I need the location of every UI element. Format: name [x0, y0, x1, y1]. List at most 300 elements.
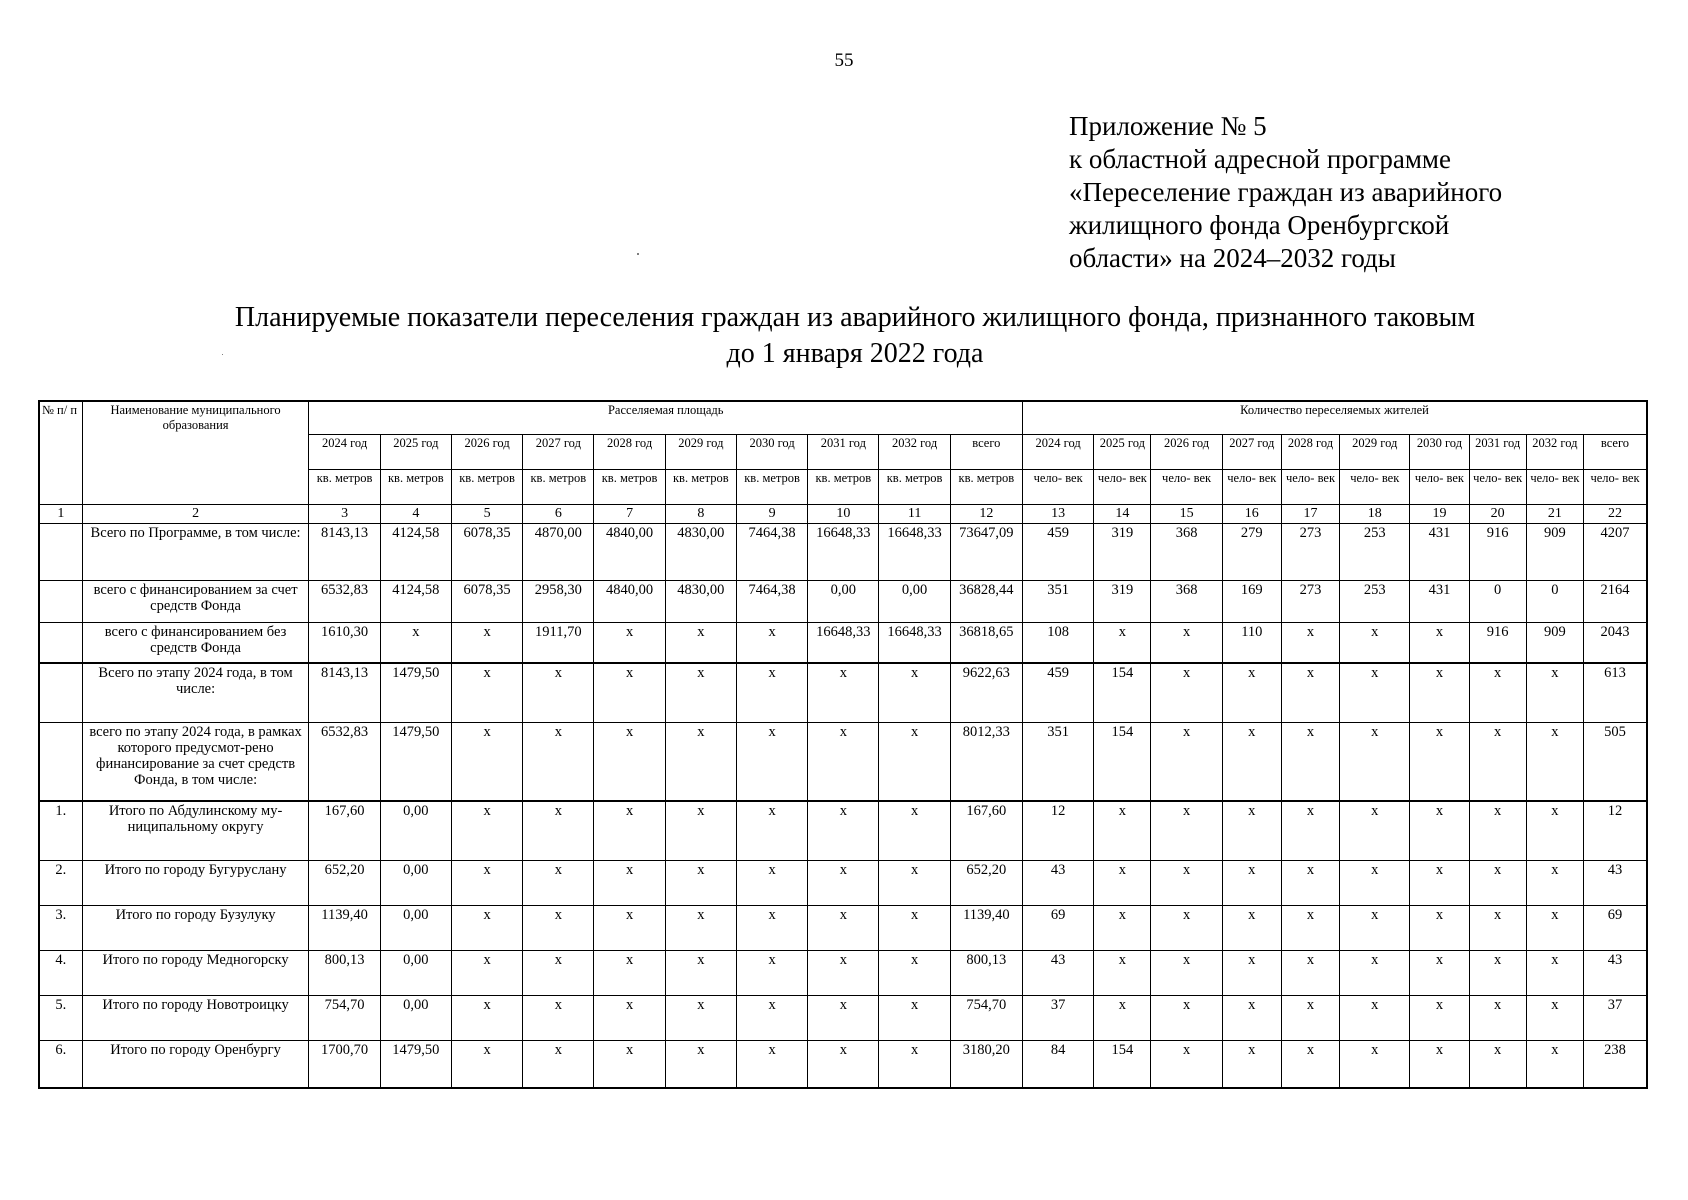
area-value: 4124,58 — [380, 524, 451, 581]
area-value: 6078,35 — [451, 581, 522, 623]
people-value: 154 — [1094, 1041, 1151, 1089]
area-value: х — [879, 951, 950, 996]
title-line: до 1 января 2022 года — [726, 338, 984, 369]
header-area-unit: кв. метров — [380, 470, 451, 505]
header-people-year: 2029 год — [1340, 435, 1410, 470]
row-number: 1. — [39, 801, 82, 861]
area-value: х — [808, 723, 879, 802]
row-name: всего с финансированием без средств Фонда — [82, 623, 309, 664]
people-value: 368 — [1151, 581, 1222, 623]
people-value: х — [1094, 996, 1151, 1041]
header-area-year: всего — [950, 435, 1022, 470]
people-value: х — [1281, 623, 1339, 664]
people-value: х — [1469, 861, 1526, 906]
people-value: 238 — [1583, 1041, 1647, 1089]
people-value: х — [1410, 861, 1469, 906]
area-value: х — [594, 723, 665, 802]
people-value: х — [1222, 801, 1281, 861]
people-value: 169 — [1222, 581, 1281, 623]
people-value: х — [1222, 861, 1281, 906]
people-value: х — [1469, 996, 1526, 1041]
area-value: х — [665, 951, 736, 996]
area-value: 4830,00 — [665, 524, 736, 581]
area-value: х — [665, 996, 736, 1041]
area-value: х — [523, 861, 594, 906]
row-number — [39, 524, 82, 581]
area-value: х — [736, 951, 807, 996]
area-value: х — [879, 906, 950, 951]
area-value: х — [808, 1041, 879, 1089]
people-value: 69 — [1583, 906, 1647, 951]
people-value: х — [1281, 951, 1339, 996]
table-row — [39, 951, 1647, 996]
area-value: х — [665, 861, 736, 906]
header-people-year: 2024 год — [1023, 435, 1094, 470]
header-area-year: 2027 год — [523, 435, 594, 470]
area-value: х — [736, 663, 807, 723]
table-row — [39, 623, 1647, 664]
scan-speck — [637, 253, 639, 255]
area-value: 73647,09 — [950, 524, 1022, 581]
people-value: х — [1222, 663, 1281, 723]
people-value: 69 — [1023, 906, 1094, 951]
people-value: 43 — [1023, 861, 1094, 906]
people-value: х — [1410, 996, 1469, 1041]
area-value: х — [808, 996, 879, 1041]
area-value: 0,00 — [808, 581, 879, 623]
area-value: 0,00 — [879, 581, 950, 623]
table-row — [39, 801, 1647, 861]
row-number: 4. — [39, 951, 82, 996]
people-value: х — [1151, 906, 1222, 951]
area-value: 6532,83 — [309, 723, 380, 802]
header-area-unit: кв. метров — [950, 470, 1022, 505]
area-value: 7464,38 — [736, 524, 807, 581]
area-value: х — [736, 996, 807, 1041]
column-number: 14 — [1094, 505, 1151, 524]
column-number: 8 — [665, 505, 736, 524]
header-area-unit: кв. метров — [665, 470, 736, 505]
area-value: 3180,20 — [950, 1041, 1022, 1089]
header-people-year: 2025 год — [1094, 435, 1151, 470]
row-name: Всего по Программе, в том числе: — [82, 524, 309, 581]
people-value: 43 — [1583, 951, 1647, 996]
people-value: х — [1222, 1041, 1281, 1089]
area-value: 167,60 — [950, 801, 1022, 861]
people-value: х — [1526, 1041, 1583, 1089]
people-value: х — [1281, 723, 1339, 802]
header-area-year: 2031 год — [808, 435, 879, 470]
area-value: х — [879, 723, 950, 802]
area-value: х — [736, 623, 807, 664]
people-value: 2043 — [1583, 623, 1647, 664]
people-value: х — [1340, 801, 1410, 861]
column-number: 18 — [1340, 505, 1410, 524]
people-value: 431 — [1410, 581, 1469, 623]
people-value: х — [1410, 723, 1469, 802]
area-value: 4124,58 — [380, 581, 451, 623]
area-value: 1479,50 — [380, 663, 451, 723]
people-value: х — [1340, 906, 1410, 951]
people-value: х — [1526, 723, 1583, 802]
appendix-line: к областной адресной программе — [1069, 144, 1451, 174]
area-value: 8143,13 — [309, 663, 380, 723]
people-value: х — [1281, 663, 1339, 723]
column-number: 11 — [879, 505, 950, 524]
area-value: х — [523, 906, 594, 951]
area-value: х — [879, 996, 950, 1041]
area-value: х — [736, 906, 807, 951]
appendix-line: области» на 2024–2032 годы — [1069, 243, 1396, 273]
people-value: х — [1526, 861, 1583, 906]
column-number: 6 — [523, 505, 594, 524]
area-value: х — [451, 723, 522, 802]
header-people-unit: чело- век — [1222, 470, 1281, 505]
row-number — [39, 623, 82, 664]
people-value: 909 — [1526, 524, 1583, 581]
column-number: 21 — [1526, 505, 1583, 524]
people-value: х — [1340, 1041, 1410, 1089]
area-value: х — [380, 623, 451, 664]
header-people-unit: чело- век — [1410, 470, 1469, 505]
area-value: 1479,50 — [380, 723, 451, 802]
column-number: 13 — [1023, 505, 1094, 524]
appendix-line: жилищного фонда Оренбургской — [1069, 210, 1450, 240]
header-area-year: 2025 год — [380, 435, 451, 470]
people-value: х — [1151, 1041, 1222, 1089]
area-value: х — [808, 801, 879, 861]
appendix-line: «Переселение граждан из аварийного — [1069, 177, 1503, 207]
area-value: х — [736, 801, 807, 861]
people-value: 273 — [1281, 524, 1339, 581]
appendix-note — [1069, 110, 1669, 275]
header-people-unit: чело- век — [1526, 470, 1583, 505]
area-value: 0,00 — [380, 996, 451, 1041]
table-row — [39, 524, 1647, 581]
area-value: х — [594, 861, 665, 906]
header-area-year: 2029 год — [665, 435, 736, 470]
area-value: х — [594, 906, 665, 951]
people-value: х — [1281, 861, 1339, 906]
row-name: Итого по городу Оренбургу — [82, 1041, 309, 1089]
column-number: 16 — [1222, 505, 1281, 524]
header-area-unit: кв. метров — [879, 470, 950, 505]
header-area-year: 2024 год — [309, 435, 380, 470]
header-row — [39, 401, 1647, 435]
area-value: 0,00 — [380, 861, 451, 906]
header-people-year: 2030 год — [1410, 435, 1469, 470]
people-value: х — [1410, 623, 1469, 664]
people-value: 459 — [1023, 524, 1094, 581]
area-value: 754,70 — [309, 996, 380, 1041]
people-value: х — [1410, 906, 1469, 951]
row-number: 2. — [39, 861, 82, 906]
row-name: Итого по городу Медногорску — [82, 951, 309, 996]
people-value: х — [1151, 996, 1222, 1041]
column-number: 10 — [808, 505, 879, 524]
area-value: 0,00 — [380, 951, 451, 996]
people-value: х — [1340, 861, 1410, 906]
people-value: х — [1340, 723, 1410, 802]
area-value: 1700,70 — [309, 1041, 380, 1089]
row-name: всего с финансированием за счет средств Фонда — [82, 581, 309, 623]
area-value: 754,70 — [950, 996, 1022, 1041]
people-value: х — [1281, 801, 1339, 861]
column-number: 5 — [451, 505, 522, 524]
people-value: х — [1281, 996, 1339, 1041]
people-value: х — [1222, 906, 1281, 951]
people-value: 273 — [1281, 581, 1339, 623]
people-value: х — [1469, 906, 1526, 951]
people-value: 154 — [1094, 663, 1151, 723]
area-value: х — [594, 663, 665, 723]
people-value: х — [1526, 996, 1583, 1041]
people-value: х — [1094, 623, 1151, 664]
people-value: 0 — [1526, 581, 1583, 623]
people-value: 84 — [1023, 1041, 1094, 1089]
area-value: 800,13 — [950, 951, 1022, 996]
people-value: х — [1281, 906, 1339, 951]
people-value: 505 — [1583, 723, 1647, 802]
area-value: 8143,13 — [309, 524, 380, 581]
area-value: х — [594, 623, 665, 664]
area-value: х — [523, 723, 594, 802]
area-value: х — [808, 906, 879, 951]
area-value: х — [594, 951, 665, 996]
people-value: х — [1094, 801, 1151, 861]
area-value: 9622,63 — [950, 663, 1022, 723]
header-people-unit: чело- век — [1469, 470, 1526, 505]
area-value: 1139,40 — [309, 906, 380, 951]
people-value: х — [1151, 723, 1222, 802]
area-value: х — [665, 623, 736, 664]
people-value: х — [1469, 663, 1526, 723]
area-value: 4840,00 — [594, 581, 665, 623]
people-value: 916 — [1469, 623, 1526, 664]
header-area-year: 2030 год — [736, 435, 807, 470]
row-number: 5. — [39, 996, 82, 1041]
area-value: 8012,33 — [950, 723, 1022, 802]
area-value: х — [879, 663, 950, 723]
area-value: х — [665, 906, 736, 951]
table-row — [39, 1041, 1647, 1089]
people-value: х — [1469, 801, 1526, 861]
people-value: х — [1094, 951, 1151, 996]
people-value: 110 — [1222, 623, 1281, 664]
header-area-unit: кв. метров — [451, 470, 522, 505]
area-value: 16648,33 — [879, 623, 950, 664]
area-value: х — [665, 723, 736, 802]
area-value: 652,20 — [950, 861, 1022, 906]
header-people-group: Количество переселяемых жителей — [1023, 401, 1648, 435]
people-value: 459 — [1023, 663, 1094, 723]
people-value: 108 — [1023, 623, 1094, 664]
area-value: х — [879, 861, 950, 906]
column-number: 17 — [1281, 505, 1339, 524]
header-people-year: 2032 год — [1526, 435, 1583, 470]
area-value: 16648,33 — [879, 524, 950, 581]
area-value: 1911,70 — [523, 623, 594, 664]
people-value: х — [1151, 801, 1222, 861]
row-number — [39, 663, 82, 723]
row-number: 3. — [39, 906, 82, 951]
area-value: х — [523, 951, 594, 996]
area-value: х — [594, 1041, 665, 1089]
header-area-year: 2028 год — [594, 435, 665, 470]
people-value: 2164 — [1583, 581, 1647, 623]
row-name: Итого по Абдулинскому му-ниципальному округу — [82, 801, 309, 861]
table-row — [39, 996, 1647, 1041]
area-value: х — [523, 1041, 594, 1089]
area-value: х — [879, 1041, 950, 1089]
title-line: Планируемые показатели переселения граждан из аварийного жилищного фонда, признанного таковым — [234, 302, 1476, 333]
header-area-year: 2026 год — [451, 435, 522, 470]
area-value: х — [665, 1041, 736, 1089]
people-value: х — [1151, 663, 1222, 723]
row-number: 6. — [39, 1041, 82, 1089]
area-value: 16648,33 — [808, 524, 879, 581]
area-value: х — [808, 861, 879, 906]
area-value: х — [451, 801, 522, 861]
people-value: 351 — [1023, 581, 1094, 623]
people-value: х — [1410, 663, 1469, 723]
header-people-unit: чело- век — [1151, 470, 1222, 505]
people-value: 613 — [1583, 663, 1647, 723]
people-value: х — [1340, 663, 1410, 723]
area-value: х — [594, 801, 665, 861]
header-people-unit: чело- век — [1023, 470, 1094, 505]
area-value: х — [736, 861, 807, 906]
people-value: х — [1222, 996, 1281, 1041]
row-name: Всего по этапу 2024 года, в том числе: — [82, 663, 309, 723]
area-value: х — [808, 663, 879, 723]
column-number: 22 — [1583, 505, 1647, 524]
table-row — [39, 723, 1647, 802]
header-area-unit: кв. метров — [736, 470, 807, 505]
people-value: х — [1340, 623, 1410, 664]
page-number: 55 — [834, 50, 854, 71]
area-value: 36828,44 — [950, 581, 1022, 623]
header-area-unit: кв. метров — [309, 470, 380, 505]
row-name: Итого по городу Бузулуку — [82, 906, 309, 951]
column-number: 19 — [1410, 505, 1469, 524]
header-area-group: Расселяемая площадь — [309, 401, 1023, 435]
row-name: Итого по городу Новотроицку — [82, 996, 309, 1041]
header-people-unit: чело- век — [1340, 470, 1410, 505]
people-value: 368 — [1151, 524, 1222, 581]
people-value: х — [1222, 951, 1281, 996]
table-row — [39, 581, 1647, 623]
header-people-year: 2026 год — [1151, 435, 1222, 470]
column-number: 1 — [39, 505, 82, 524]
people-value: 279 — [1222, 524, 1281, 581]
header-name: Наименование муниципального образования — [82, 401, 309, 505]
header-people-unit: чело- век — [1583, 470, 1647, 505]
people-value: 4207 — [1583, 524, 1647, 581]
people-value: 431 — [1410, 524, 1469, 581]
people-value: х — [1410, 951, 1469, 996]
people-value: х — [1526, 801, 1583, 861]
header-num: № п/ п — [39, 401, 82, 505]
people-value: х — [1151, 861, 1222, 906]
people-value: 909 — [1526, 623, 1583, 664]
area-value: 1610,30 — [309, 623, 380, 664]
area-value: х — [451, 951, 522, 996]
people-value: х — [1151, 951, 1222, 996]
header-people-year: 2031 год — [1469, 435, 1526, 470]
area-value: 167,60 — [309, 801, 380, 861]
people-value: 253 — [1340, 524, 1410, 581]
people-value: 0 — [1469, 581, 1526, 623]
area-value: 16648,33 — [808, 623, 879, 664]
area-value: х — [808, 951, 879, 996]
area-value: х — [523, 996, 594, 1041]
column-number: 20 — [1469, 505, 1526, 524]
resettlement-table — [38, 400, 1648, 1089]
area-value: х — [451, 623, 522, 664]
area-value: 1139,40 — [950, 906, 1022, 951]
people-value: х — [1526, 906, 1583, 951]
column-number: 3 — [309, 505, 380, 524]
area-value: 652,20 — [309, 861, 380, 906]
people-value: 351 — [1023, 723, 1094, 802]
people-value: 154 — [1094, 723, 1151, 802]
area-value: 6078,35 — [451, 524, 522, 581]
people-value: 319 — [1094, 581, 1151, 623]
area-value: х — [879, 801, 950, 861]
row-number — [39, 723, 82, 802]
people-value: 12 — [1023, 801, 1094, 861]
table-row — [39, 663, 1647, 723]
people-value: х — [1151, 623, 1222, 664]
area-value: х — [451, 906, 522, 951]
people-value: х — [1340, 951, 1410, 996]
people-value: 37 — [1583, 996, 1647, 1041]
area-value: 2958,30 — [523, 581, 594, 623]
people-value: 319 — [1094, 524, 1151, 581]
column-number: 4 — [380, 505, 451, 524]
people-value: х — [1526, 951, 1583, 996]
people-value: 43 — [1023, 951, 1094, 996]
area-value: х — [451, 861, 522, 906]
header-people-unit: чело- век — [1281, 470, 1339, 505]
column-numbers-row — [39, 505, 1647, 524]
header-people-unit: чело- век — [1094, 470, 1151, 505]
row-name: всего по этапу 2024 года, в рамках которого предусмот-рено финансирование за счет средств Фонда, в том числе: — [82, 723, 309, 802]
header-area-unit: кв. метров — [594, 470, 665, 505]
people-value: х — [1469, 951, 1526, 996]
people-value: 37 — [1023, 996, 1094, 1041]
people-value: х — [1410, 801, 1469, 861]
header-area-unit: кв. метров — [523, 470, 594, 505]
area-value: 0,00 — [380, 906, 451, 951]
area-value: х — [736, 1041, 807, 1089]
header-people-year: всего — [1583, 435, 1647, 470]
area-value: х — [523, 663, 594, 723]
area-value: 6532,83 — [309, 581, 380, 623]
column-number: 7 — [594, 505, 665, 524]
area-value: х — [736, 723, 807, 802]
area-value: 4830,00 — [665, 581, 736, 623]
people-value: х — [1469, 723, 1526, 802]
document-title — [0, 300, 1688, 372]
area-value: 4870,00 — [523, 524, 594, 581]
area-value: х — [451, 663, 522, 723]
area-value: х — [451, 1041, 522, 1089]
column-number: 9 — [736, 505, 807, 524]
area-value: 1479,50 — [380, 1041, 451, 1089]
area-value: х — [594, 996, 665, 1041]
